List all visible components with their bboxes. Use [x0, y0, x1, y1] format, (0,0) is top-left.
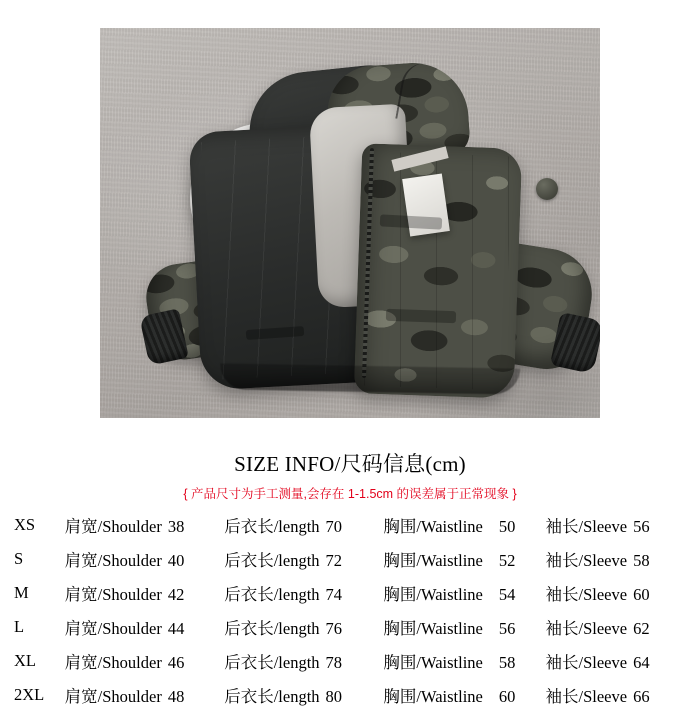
- jacket-illustration: [100, 28, 600, 418]
- shoulder-value: 48: [167, 687, 185, 706]
- length-value: 72: [325, 551, 343, 570]
- row-shoulder: [65, 576, 225, 610]
- row-waistline: [383, 678, 545, 712]
- size-table: [14, 508, 686, 712]
- waistline-label: 胸围/Waistline: [383, 619, 483, 638]
- shoulder-label: 肩宽/Shoulder: [64, 619, 162, 638]
- row-sleeve: [546, 576, 687, 610]
- row-length: [224, 508, 383, 542]
- row-size-label: XL: [14, 651, 36, 670]
- row-length: [224, 610, 383, 644]
- length-value: 76: [325, 619, 343, 638]
- length-value: 78: [325, 653, 343, 672]
- row-waistline: [383, 542, 545, 576]
- row-size-label: L: [14, 617, 25, 636]
- shoulder-value: 42: [167, 585, 185, 604]
- length-label: 后衣长/length: [224, 585, 320, 604]
- row-size-label: S: [14, 549, 24, 568]
- sleeve-value: 56: [633, 517, 650, 536]
- table-row: [14, 610, 686, 644]
- row-waistline: [383, 644, 545, 678]
- row-waistline: [383, 576, 545, 610]
- sleeve-value: 60: [633, 585, 650, 604]
- sleeve-label: 袖长/Sleeve: [545, 619, 628, 638]
- row-size-label: 2XL: [14, 685, 45, 704]
- row-shoulder: [65, 542, 225, 576]
- length-label: 后衣长/length: [224, 517, 320, 536]
- row-sleeve: [546, 542, 687, 576]
- waistline-value: 58: [498, 653, 516, 672]
- sleeve-label: 袖长/Sleeve: [545, 517, 628, 536]
- sleeve-value: 66: [633, 687, 650, 706]
- row-length: [224, 678, 383, 712]
- table-row: [14, 508, 686, 542]
- waistline-label: 胸围/Waistline: [383, 517, 483, 536]
- shoulder-label: 肩宽/Shoulder: [64, 653, 162, 672]
- lower-pocket-flap: [386, 309, 456, 323]
- shoulder-label: 肩宽/Shoulder: [64, 687, 162, 706]
- shoulder-value: 44: [167, 619, 185, 638]
- waistline-value: 60: [498, 687, 516, 706]
- table-row: [14, 678, 686, 712]
- jacket-hem-shadow: [220, 363, 520, 394]
- length-label: 后衣长/length: [224, 653, 320, 672]
- row-length: [224, 576, 383, 610]
- length-value: 74: [325, 585, 343, 604]
- sleeve-label: 袖长/Sleeve: [545, 585, 628, 604]
- table-row: [14, 542, 686, 576]
- shoulder-label: 肩宽/Shoulder: [64, 551, 162, 570]
- size-measure-note: { 产品尺寸为手工测量,会存在 1-1.5cm 的误差属于正常现象 }: [183, 487, 517, 501]
- row-shoulder: [65, 508, 225, 542]
- waistline-value: 54: [498, 585, 516, 604]
- waistline-label: 胸围/Waistline: [383, 551, 483, 570]
- sleeve-label: 袖长/Sleeve: [545, 687, 628, 706]
- length-label: 后衣长/length: [224, 687, 320, 706]
- row-length: [224, 644, 383, 678]
- length-value: 80: [325, 687, 343, 706]
- waistline-label: 胸围/Waistline: [383, 585, 483, 604]
- row-waistline: [383, 610, 545, 644]
- row-length: [224, 542, 383, 576]
- row-shoulder: [65, 678, 225, 712]
- row-sleeve: [546, 610, 687, 644]
- waistline-value: 50: [498, 517, 516, 536]
- row-shoulder: [65, 610, 225, 644]
- row-size-label: XS: [14, 515, 36, 534]
- sleeve-value: 64: [633, 653, 650, 672]
- row-waistline: [383, 508, 545, 542]
- length-value: 70: [325, 517, 343, 536]
- shoulder-value: 38: [167, 517, 185, 536]
- row-shoulder: [65, 644, 225, 678]
- length-label: 后衣长/length: [224, 619, 320, 638]
- sleeve-value: 58: [633, 551, 650, 570]
- waistline-value: 56: [498, 619, 516, 638]
- table-row: [14, 576, 686, 610]
- table-row: [14, 644, 686, 678]
- sleeve-value: 62: [633, 619, 650, 638]
- waistline-value: 52: [498, 551, 516, 570]
- waistline-label: 胸围/Waistline: [383, 687, 483, 706]
- sleeve-badge-icon: [536, 178, 558, 200]
- row-sleeve: [546, 508, 687, 542]
- size-info-title: SIZE INFO/尺码信息(cm): [234, 452, 466, 476]
- row-sleeve: [546, 644, 687, 678]
- length-label: 后衣长/length: [224, 551, 320, 570]
- waistline-label: 胸围/Waistline: [383, 653, 483, 672]
- shoulder-label: 肩宽/Shoulder: [64, 585, 162, 604]
- shoulder-value: 40: [167, 551, 185, 570]
- product-photo: [100, 28, 600, 418]
- sleeve-label: 袖长/Sleeve: [545, 653, 628, 672]
- sleeve-label: 袖长/Sleeve: [545, 551, 628, 570]
- row-size-label: M: [14, 583, 29, 602]
- shoulder-value: 46: [167, 653, 185, 672]
- shoulder-label: 肩宽/Shoulder: [64, 517, 162, 536]
- row-sleeve: [546, 678, 687, 712]
